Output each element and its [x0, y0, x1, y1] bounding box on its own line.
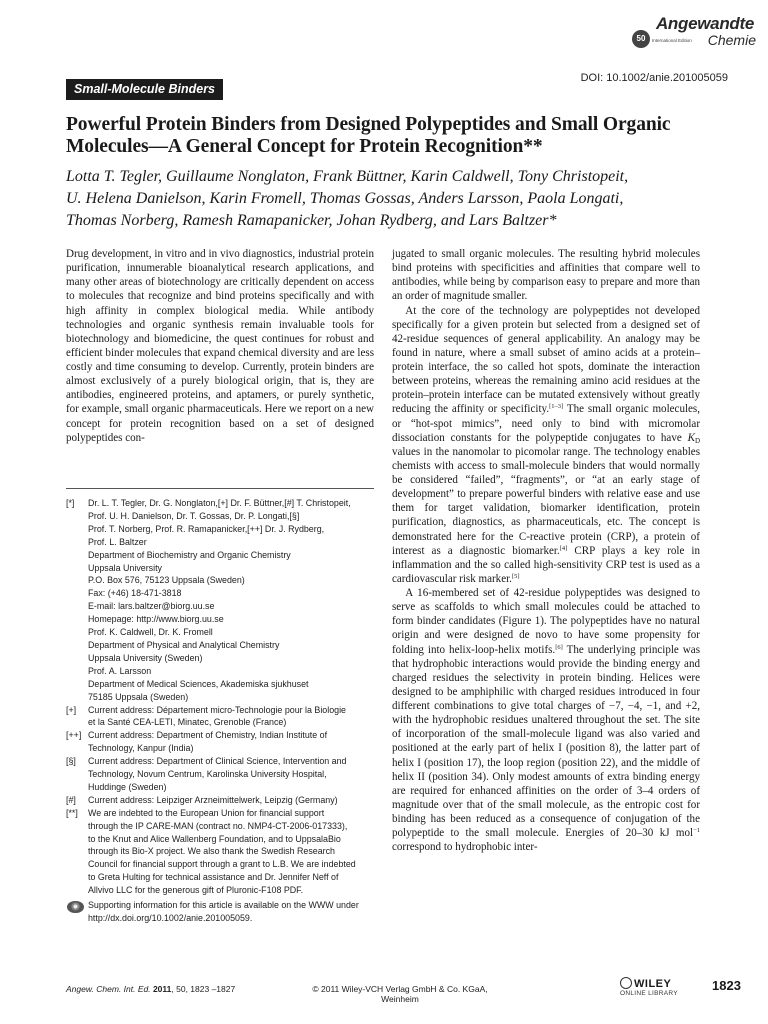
logo-word-angewandte: Angewandte — [655, 14, 754, 33]
footnote-line: Fax: (+46) 18-471-3818 — [88, 588, 182, 599]
footnote-line: Department of Physical and Analytical Chemistry — [88, 639, 280, 650]
body-paragraph — [392, 247, 700, 304]
footer-copyright: © 2011 Wiley-VCH Verlag GmbH & Co. KGaA, Weinheim — [312, 984, 488, 1004]
footnote-mark: [**] — [66, 807, 78, 818]
kd-subscript: D — [694, 436, 700, 445]
footnote-affiliation-larsson — [66, 665, 376, 704]
footnote-current-address-ramapanicker — [66, 729, 376, 755]
footnote-mark: [§] — [66, 756, 76, 767]
body-text: values in the nanomolar to picomolar range. The technology enables chemists with access to small-molecule binders that would normally be considered “failed”, “fragments”, or “at an early stage of development” to prepare powerful binders with relative ease and use them for target validation, biomarker identification, protein purification, diagnostics, as pharmaceuticals, etc. The concept is demonstrated here for the C-reactive protein (CRP), a protein of interest as a diagnostic biomarker. — [392, 445, 700, 557]
footnote-line: Prof. L. Baltzer — [88, 536, 147, 547]
body-paragraph — [392, 586, 700, 854]
footnote-line: Council for financial support through a grant to L.B. We are indebted — [88, 859, 356, 870]
footnote-line: Allvivo LLC for the generous gift of Pluronic-F108 PDF. — [88, 885, 304, 896]
wiley-subtitle: ONLINE LIBRARY — [620, 990, 678, 997]
right-column-body — [392, 247, 700, 854]
footnote-line: to the Knut and Alice Wallenberg Foundation, and to UppsalaBio — [88, 833, 341, 844]
footnote-acknowledgements — [66, 807, 376, 897]
footnote-line: P.O. Box 576, 75123 Uppsala (Sweden) — [88, 575, 245, 586]
footnotes — [66, 497, 376, 925]
footnote-line: Prof. T. Norberg, Prof. R. Ramapanicker,[++] Dr. J. Rydberg, — [88, 523, 325, 534]
footnote-line: Technology, Novum Centrum, Karolinska University Hospital, — [88, 769, 327, 780]
footnote-line: Current address: Department of Clinical Science, Intervention and — [88, 756, 347, 767]
footnote-line: Uppsala University — [88, 562, 162, 573]
footnote-line: Prof. K. Caldwell, Dr. K. Fromell — [88, 627, 213, 638]
body-text: CRP plays a key role in inflammation and the so called high-sensitivity CRP test is used as a cardiovascular risk marker. — [392, 544, 701, 585]
footer-journal: Angew. Chem. Int. Ed. — [66, 984, 151, 994]
footer-citation — [66, 984, 235, 994]
footnote-line: 75185 Uppsala (Sweden) — [88, 691, 189, 702]
footer-volume-pages: , 50, 1823 –1827 — [171, 984, 236, 994]
footnote-line: et la Santé CEA-LETI, Minatec, Grenoble (France) — [88, 717, 287, 728]
body-text: A 16-membered set of 42-residue polypeptides was designed to serve as scaffolds to which small molecules could be attached to form binder candidates (Figure 1). The polypeptides have no natural origin and were designed de novo to have some propensity for folding into helix-loop-helix motifs. — [392, 587, 700, 656]
footnote-divider — [66, 488, 374, 489]
citation-ref[interactable]: [5] — [511, 572, 520, 580]
author-line: Lotta T. Tegler, Guillaume Nonglaton, Frank Büttner, Karin Caldwell, Tony Christopeit, — [66, 168, 629, 185]
footnote-line: through the IP CARE-MAN (contract no. NMP4-CT-2006-017333), — [88, 820, 348, 831]
citation-ref[interactable]: [1–3] — [549, 403, 564, 411]
author-line: U. Helena Danielson, Karin Fromell, Thomas Gossas, Anders Larsson, Paola Longati, — [66, 190, 624, 207]
body-paragraph — [392, 304, 700, 587]
footnote-mark: [+] — [66, 704, 77, 715]
intro-paragraph: Drug development, in vitro and in vivo diagnostics, industrial protein purification, innumerable bioanalytical research applications, and many other areas of biotechnology are critically dependent on access to molecules that recognize and bind proteins specifically and with high affinity in complex biological media. While antibody technologies and organic synthesis remain invaluable tools for biotechnology and biomedicine, the quest continues for robust and efficient binder molecules that expand chemical diversity and are less costly and time consuming to develop. Currently, protein binders are almost exclusively of a purely biological origin, that is, they are antibodies, engineered proteins, and aptamers, or purely synthetic, for example, small organic pharmaceuticals. Here we report on a new concept for protein recognition based on a set of designed polypeptides con- — [66, 248, 374, 444]
logo-edition: International Edition — [652, 38, 692, 43]
footnote-line: Current address: Département micro-Technologie pour la Biologie — [88, 704, 346, 715]
footnote-email[interactable]: E-mail: lars.baltzer@biorg.uu.se — [88, 601, 215, 612]
footnote-line: We are indebted to the European Union for financial support — [88, 807, 325, 818]
footnote-current-address-buettner — [66, 794, 376, 807]
section-tag: Small-Molecule Binders — [66, 79, 223, 100]
footnote-line: through its Bio-X project. We also thank the Swedish Research — [88, 846, 335, 857]
footnote-line: Huddinge (Sweden) — [88, 781, 167, 792]
footnote-line: Dr. L. T. Tegler, Dr. G. Nonglaton,[+] Dr. F. Büttner,[#] T. Christopeit, — [88, 498, 351, 508]
footnote-mark: [*] — [66, 498, 75, 508]
citation-ref[interactable]: [6] — [555, 643, 563, 651]
footnote-line: Uppsala University (Sweden) — [88, 652, 203, 663]
footer-year: 2011 — [152, 984, 172, 994]
supporting-info-disc-icon — [67, 901, 84, 913]
doi[interactable]: DOI: 10.1002/anie.201005059 — [580, 72, 728, 84]
wiley-globe-icon — [620, 977, 632, 989]
citation-ref[interactable]: [4] — [559, 544, 568, 552]
footnote-homepage[interactable]: Homepage: http://www.biorg.uu.se — [88, 614, 224, 625]
body-text: At the core of the technology are polypeptides not developed specifically for a given protein but selected from a designed set of 42-residue sequences of general applicability. An analogy may be found in nature, where a small subset of amino acids at a protein–protein interface, the so called hot spots, dominate the interaction between proteins, whereas the remaining amino acid residues at the protein–protein interface can be mutated extensively without greatly reducing the affinity or specificity. — [392, 304, 700, 416]
left-column-body — [66, 247, 374, 445]
author-list — [66, 166, 726, 232]
footnote-line: Current address: Department of Chemistry, Indian Institute of — [88, 730, 328, 741]
wiley-name: WILEY — [634, 978, 672, 990]
footnote-current-address-longati — [66, 755, 376, 794]
footnote-line: Current address: Leipziger Arzneimittelwerk, Leipzig (Germany) — [88, 794, 338, 805]
footnote-affiliation-caldwell — [66, 626, 376, 665]
footnote-mark: [++] — [66, 730, 82, 741]
author-line: Thomas Norberg, Ramesh Ramapanicker, Johan Rydberg, and Lars Baltzer* — [66, 212, 557, 229]
logo-word-chemie: Chemie — [707, 32, 756, 48]
kd-symbol: K — [687, 431, 695, 444]
footnote-line: Prof. U. H. Danielson, Dr. T. Gossas, Dr. P. Longati,[§] — [88, 510, 300, 521]
supporting-info-line: Supporting information for this article is available on the WWW — [88, 900, 334, 911]
article-title: Powerful Protein Binders from Designed Polypeptides and Small Organic Molecules—A General Concept for Protein Recognition** — [66, 114, 671, 157]
supporting-information — [66, 899, 376, 925]
body-text: The underlying principle was that hydrophobic interactions would provide the binding energy and charged residues the selectivity in protein binding. Helices were designed to be amphiphilic with charged residues introduced in four different combinations to give total charges of −7, −4, −1, and +2, with the hydrophobic residues unaltered throughout the set. The site of incorporation of the small-molecule ligand was also varied and positioned at the early part of helix I (position 8), the latter part of helix I (position 17), the loop region (position 22), and the middle of helix II (position 34). Only modest amounts of extra binding energy are required for enhanced affinities on the order of 3–4 orders of magnitude over that of the small molecule, as the entropic cost for binding has been reduced as a consequence of conjugation of the polypeptide to the small molecule. Energies of 20–30 kJ mol — [392, 643, 700, 840]
body-text: The small organic molecules, or “hot-spot mimics”, need only to bind with micromolar dissociation constants for the polypeptide conjugates to have — [392, 403, 700, 444]
supporting-info-link[interactable]: under http://dx.doi.org/10.1002/anie.201005059. — [88, 900, 359, 923]
footnote-line: to Greta Hulting for technical assistance and Dr. Jennifer Neff of — [88, 872, 339, 883]
body-text: jugated to small organic molecules. The resulting hybrid molecules bind proteins with specificities and affinities that compare well to antibodies, while being by comparison easy to prepare and more than an order of magnitude smaller. — [392, 248, 700, 303]
footnote-line: Department of Medical Sciences, Akademiska sjukhuset — [88, 678, 309, 689]
footnote-line: Prof. A. Larsson — [88, 665, 152, 676]
unit-exponent: −1 — [693, 827, 700, 835]
footnote-current-address-nonglaton — [66, 704, 376, 730]
page-number: 1823 — [712, 978, 741, 993]
footnote-affiliation-main — [66, 497, 376, 626]
wiley-online-library-logo[interactable] — [620, 977, 694, 997]
body-text: correspond to hydrophobic inter- — [392, 841, 538, 854]
footnote-line: Technology, Kanpur (India) — [88, 743, 194, 754]
logo-badge: 50 — [632, 30, 650, 48]
footnote-mark: [#] — [66, 794, 76, 805]
footnote-line: Department of Biochemistry and Organic Chemistry — [88, 549, 291, 560]
journal-logo — [628, 14, 756, 50]
